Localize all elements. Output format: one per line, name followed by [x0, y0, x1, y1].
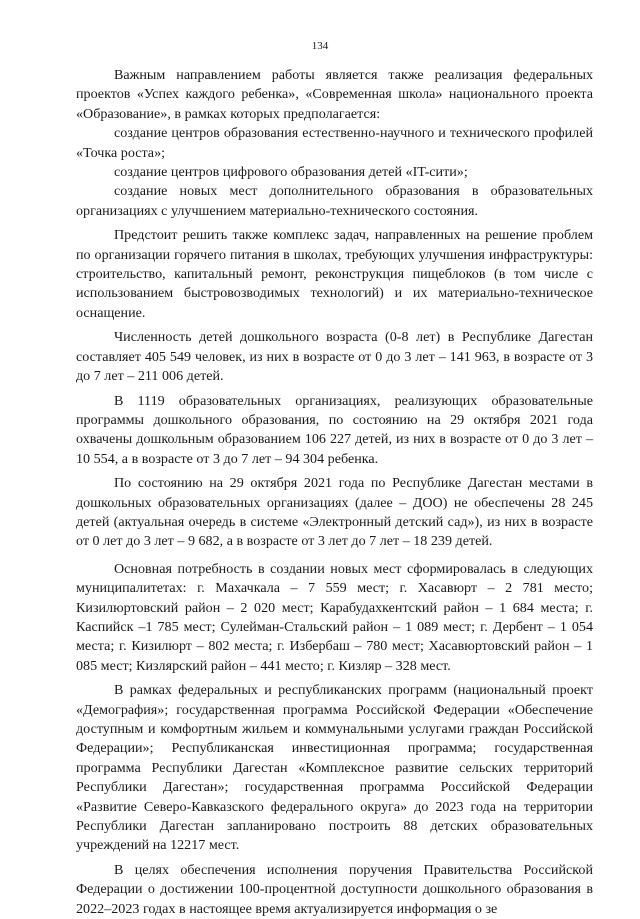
- paragraph: Численность детей дошкольного возраста (0-8 лет) в Республике Дагестан составляет 405 549 человек, из них в возрасте от 0 до 3 лет – 141 963, в возрасте от 3 до 7 лет – 211 006 детей.: [76, 329, 593, 385]
- document-body: [76, 66, 593, 919]
- paragraph: создание центров образования естественно-научного и технического профилей «Точка роста»;: [76, 125, 593, 161]
- paragraph: В 1119 образовательных организациях, реализующих образовательные программы дошкольного образования, по состоянию на 29 октября 2021 года охвачены дошкольным образованием 106 227 детей, из них в возрасте от 0 до 3 лет – 10 554, а в возрасте от 3 до 7 лет – 94 304 ребенка.: [76, 392, 593, 467]
- paragraph: создание центров цифрового образования детей «IT-сити»;: [114, 164, 468, 181]
- paragraph: Важным направлением работы является также реализация федеральных проектов «Успех каждого ребенка», «Современная школа» национального проекта «Образование», в рамках которых предполагается:: [76, 67, 593, 122]
- page-number: 134: [311, 40, 329, 52]
- paragraph: В целях обеспечения исполнения поручения Правительства Российской Федерации о достижении 100-процентной доступности дошкольного образования в 2022–2023 годах в настоящее время актуализируется информация о зе: [76, 861, 593, 917]
- paragraph: По состоянию на 29 октября 2021 года по Республике Дагестан местами в дошкольных образовательных организациях (далее – ДОО) не обеспечены 28 245 детей (актуальная очередь в системе «Электронный детский сад»), из них в возрасте от 0 лет до 3 лет – 9 682, а в возрасте от 3 лет до 7 лет – 18 239 детей.: [76, 475, 593, 550]
- paragraph: Основная потребность в создании новых мест сформировалась в следующих муниципалитетах: г. Махачкала – 7 559 мест; г. Хасавюрт – 2 781 место; Кизилюртовский район – 2 020 мест; Карабудахкентский район – 1 684 места; г. Каспийск –1 785 мест; Сулейман-Стальский район – 1 089 мест; г. Дербент – 1 054 места; г. Кизилюрт – 802 места; г. Избербаш – 780 мест; Хасавюртовский район – 1 085 мест; Кизлярский район – 441 место; г. Кизляр – 328 мест.: [76, 560, 593, 674]
- paragraph: создание новых мест дополнительного образования в образовательных организациях с улучшением материально-технического состояния.: [76, 183, 593, 219]
- paragraph: В рамках федеральных и республиканских программ (национальный проект «Демография»; государственная программа Российской Федерации «Обеспечение доступным и комфортным жильем и коммунальными услугами граждан Российской Федерации»; Республиканская инвестиционная программа; государственная программа Республики Дагестан «Комплексное развитие сельских территорий Республики Дагестан»; государственная программа Российской Федерации «Развитие Северо-Кавказского федерального округа» до 2023 года на территории Республики Дагестан запланировано построить 88 детских образовательных учреждений на 12217 мест.: [76, 682, 593, 854]
- paragraph: Предстоит решить также комплекс задач, направленных на решение проблем по организации горячего питания в школах, требующих улучшения инфраструктуры: строительство, капитальный ремонт, реконструкция пищеблоков (в том числе с использованием быстровозводимых технологий) и их материально-техническое оснащение.: [76, 227, 593, 321]
